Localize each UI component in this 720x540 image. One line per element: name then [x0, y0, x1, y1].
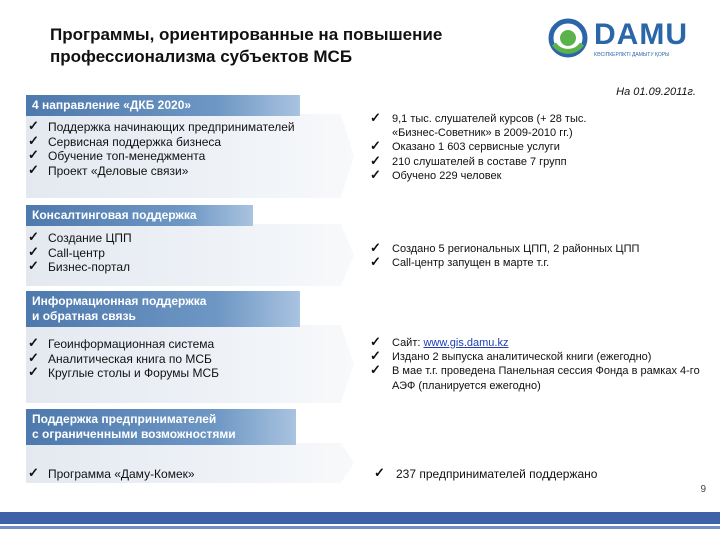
section-4-programs [28, 467, 350, 482]
section-4-results [374, 467, 674, 481]
list-item: ✓ Сайт: www.gis.damu.kz [370, 334, 509, 349]
checkmark-icon: ✓ [28, 132, 39, 148]
section-4-header [26, 409, 296, 445]
checkmark-icon: ✓ [28, 118, 39, 133]
section-4-header-line-2: с ограниченными возможностями [32, 427, 236, 441]
damu-logo-icon [548, 18, 588, 58]
slide-title: Программы, ориентированные на повышение профессионализма субъектов МСБ [50, 25, 443, 66]
checkmark-icon: ✓ [370, 110, 381, 125]
report-date: На 01.09.2011г. [616, 86, 696, 98]
checkmark-icon: ✓ [28, 349, 39, 365]
footer-bar-thin [0, 526, 720, 529]
page-number: 9 [700, 484, 706, 495]
gis-site-link[interactable]: www.gis.damu.kz [423, 337, 509, 349]
list-item: ✓ Издано 2 выпуска аналитической книги (ежегодно) [370, 348, 652, 364]
list-item: ✓ 210 слушателей в составе 7 групп [370, 152, 567, 168]
checkmark-icon: ✓ [370, 240, 381, 255]
checkmark-icon: ✓ [370, 348, 381, 364]
checkmark-icon: ✓ [28, 258, 39, 273]
section-4-header-line-1: Поддержка предпринимателей [32, 412, 217, 426]
list-item: ✓ Создание ЦПП [28, 229, 132, 245]
checkmark-icon: ✓ [370, 166, 381, 182]
section-2-header: Консалтинговая поддержка [26, 205, 253, 226]
checkmark-icon: ✓ [28, 147, 39, 162]
section-3-header-line-2: и обратная связь [32, 309, 136, 323]
list-item: ✓ Бизнес-портал [28, 258, 130, 274]
checkmark-icon: ✓ [28, 364, 39, 379]
list-item: ✓ Обучение топ-менеджмента [28, 147, 206, 163]
section-1-results [370, 112, 630, 183]
list-item: ✓ Call-центр запущен в марте т.г. [370, 254, 550, 270]
list-item: ✓ Круглые столы и Форумы МСБ [28, 364, 219, 380]
checkmark-icon: ✓ [374, 465, 385, 480]
checkmark-icon: ✓ [28, 465, 39, 480]
list-item: ✓ Сервисная поддержка бизнеса [28, 132, 222, 149]
list-item: ✓ Программа «Даму-Комек» [28, 465, 195, 481]
logo-subtitle: КӘСІПКЕРЛІКТІ ДАМЫТУ ҚОРЫ [594, 52, 670, 58]
damu-logo [548, 12, 698, 68]
section-3-header-line-1: Информационная поддержка [32, 294, 207, 308]
footer-bar [0, 512, 720, 524]
checkmark-icon: ✓ [28, 335, 39, 350]
checkmark-icon: ✓ [370, 138, 381, 154]
checkmark-icon: ✓ [370, 334, 381, 349]
list-item: ✓ Оказано 1 603 сервисные услуги [370, 138, 560, 154]
list-item: ✓ Геоинформационная система [28, 335, 215, 351]
list-item: ✓ Call-центр [28, 243, 105, 260]
section-2-results [370, 242, 700, 270]
section-3-results [370, 336, 702, 393]
list-item: ✓ 9,1 тыс. слушателей курсов (+ 28 тыс. «Бизнес-Советник» в 2009-2010 гг.) [370, 110, 587, 140]
list-item: ✓ 237 предпринимателей поддержано [374, 465, 598, 481]
section-1-header: 4 направление «ДКБ 2020» [26, 95, 300, 116]
checkmark-icon: ✓ [28, 161, 39, 177]
section-3-programs [28, 337, 350, 381]
checkmark-icon: ✓ [28, 243, 39, 259]
section-2-programs [28, 231, 350, 275]
list-item: ✓ В мае т.г. проведена Панельная сессия Фонда в рамках 4-го АЭФ (планируется ежегодно) [370, 362, 700, 392]
list-item: ✓ Обучено 229 человек [370, 166, 502, 182]
checkmark-icon: ✓ [370, 152, 381, 168]
section-1-programs [28, 120, 350, 178]
list-item: ✓ Создано 5 региональных ЦПП, 2 районных ЦПП [370, 240, 640, 255]
logo-text: DAMU [594, 18, 688, 51]
checkmark-icon: ✓ [370, 254, 381, 270]
list-item: ✓ Аналитическая книга по МСБ [28, 349, 212, 366]
list-item: ✓ Проект «Деловые связи» [28, 161, 189, 178]
checkmark-icon: ✓ [28, 229, 39, 244]
section-3-header [26, 291, 300, 327]
list-item: ✓ Поддержка начинающих предпринимателей [28, 118, 295, 134]
checkmark-icon: ✓ [370, 362, 381, 378]
